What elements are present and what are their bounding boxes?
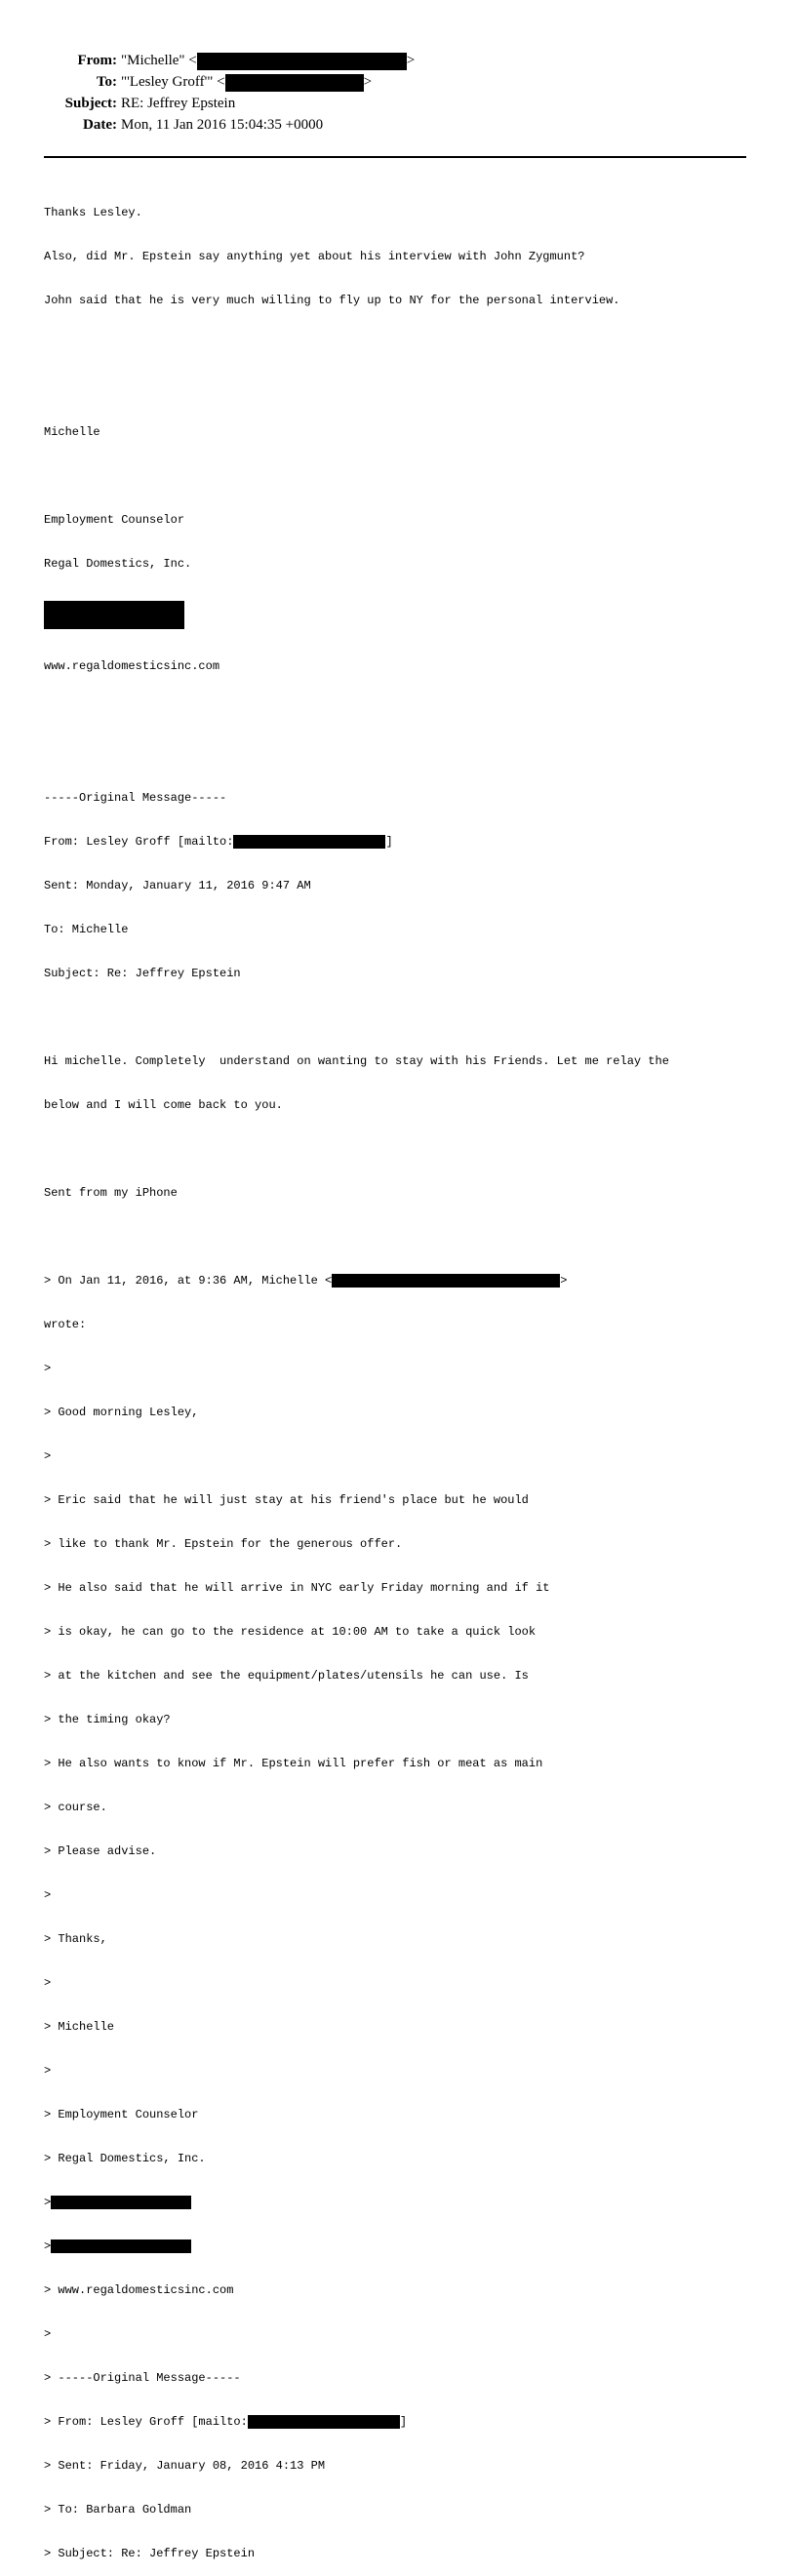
header-to: [0, 71, 796, 93]
header-subject: [0, 93, 796, 114]
blank-line: [44, 381, 756, 396]
blank-line: [44, 1011, 756, 1025]
redaction-bar: [233, 835, 385, 849]
to-close: >: [363, 74, 373, 90]
quoted-line: > -----Original Message-----: [44, 2371, 241, 2385]
redaction-bar: [225, 74, 364, 92]
quoted-line: > Regal Domestics, Inc.: [44, 2152, 206, 2165]
quoted-line: > at the kitchen and see the equipment/plates/utensils he can use. Is: [44, 1669, 529, 1683]
email-body: [44, 177, 756, 2576]
quoted-line: > course.: [44, 1801, 107, 1814]
blank-line: [44, 1142, 756, 1157]
blank-line: [44, 1230, 756, 1245]
blank-line: [44, 337, 756, 352]
sent-from-line: Sent from my iPhone: [44, 1186, 178, 1200]
quoted-line: > Subject: Re: Jeffrey Epstein: [44, 2547, 256, 2560]
quoted-line: > Employment Counselor: [44, 2108, 199, 2121]
to-value: "'Lesley Groff'" <: [121, 74, 225, 90]
redaction-bar: [197, 53, 407, 70]
subject-label: Subject:: [64, 96, 117, 111]
quoted-line: > He also wants to know if Mr. Epstein will prefer fish or meat as main: [44, 1757, 543, 1770]
blank-line: [44, 703, 756, 718]
redaction-bar: [51, 2239, 191, 2253]
signature-website: www.regaldomesticsinc.com: [44, 659, 220, 673]
original-message-marker: -----Original Message-----: [44, 791, 227, 805]
quoted-line: >: [44, 1976, 52, 1990]
to-label: To:: [96, 74, 117, 90]
quoted-line: > Please advise.: [44, 1844, 157, 1858]
quoted-from-line: From: Lesley Groff [mailto: ]: [44, 835, 393, 849]
from-label: From:: [77, 53, 117, 68]
body-line: wrote:: [44, 1318, 87, 1331]
redaction-bar: [51, 2196, 191, 2209]
blank-line: [44, 747, 756, 762]
header-date: [0, 114, 796, 136]
quoted-line: > www.regaldomesticsinc.com: [44, 2283, 234, 2297]
quoted-line: >: [44, 1888, 52, 1902]
quoted-line: >: [44, 1449, 52, 1463]
redaction-bar: [44, 601, 184, 629]
quoted-subject-line: Subject: Re: Jeffrey Epstein: [44, 967, 241, 980]
quoted-line: >: [44, 1362, 52, 1375]
quoted-to-line: To: Michelle: [44, 923, 129, 936]
quoted-line: > He also said that he will arrive in NYC early Friday morning and if it: [44, 1581, 550, 1595]
quoted-attribution: > On Jan 11, 2016, at 9:36 AM, Michelle < >: [44, 1274, 568, 1288]
signature-name: Michelle: [44, 425, 100, 439]
quoted-line: >: [44, 2064, 52, 2078]
quoted-line: > To: Barbara Goldman: [44, 2503, 192, 2517]
body-line: Thanks Lesley.: [44, 206, 142, 219]
quoted-line: > Eric said that he will just stay at his friend's place but he would: [44, 1493, 529, 1507]
quoted-line: > the timing okay?: [44, 1713, 171, 1726]
redaction-bar: [332, 1274, 560, 1288]
from-close: >: [406, 53, 416, 68]
body-line: Also, did Mr. Epstein say anything yet about his interview with John Zygmunt?: [44, 250, 585, 263]
header-from: [0, 50, 796, 71]
quoted-line: >: [44, 2327, 52, 2341]
quoted-line: > Good morning Lesley,: [44, 1406, 199, 1419]
blank-line: [44, 469, 756, 484]
redaction-bar: [248, 2415, 400, 2429]
quoted-line: > Sent: Friday, January 08, 2016 4:13 PM: [44, 2459, 326, 2473]
subject-value: RE: Jeffrey Epstein: [121, 96, 236, 111]
body-line: John said that he is very much willing to fly up to NY for the personal interview.: [44, 294, 620, 307]
body-line: Hi michelle. Completely understand on wanting to stay with his Friends. Let me relay the: [44, 1054, 669, 1068]
date-label: Date:: [83, 117, 117, 133]
quoted-line: > Michelle: [44, 2020, 115, 2034]
signature-title: Employment Counselor: [44, 513, 185, 527]
signature-company: Regal Domestics, Inc.: [44, 557, 192, 571]
quoted-line: > like to thank Mr. Epstein for the generous offer.: [44, 1537, 403, 1551]
header-divider: [44, 156, 746, 158]
date-value: Mon, 11 Jan 2016 15:04:35 +0000: [121, 117, 324, 133]
body-line: below and I will come back to you.: [44, 1098, 283, 1112]
quoted-line: > From: Lesley Groff [mailto: ]: [44, 2415, 408, 2429]
quoted-line: >: [44, 2196, 756, 2210]
quoted-sent-line: Sent: Monday, January 11, 2016 9:47 AM: [44, 879, 311, 892]
from-value: "Michelle" <: [121, 53, 197, 68]
quoted-line: > Thanks,: [44, 1932, 107, 1946]
quoted-line: > is okay, he can go to the residence at 10:00 AM to take a quick look: [44, 1625, 537, 1639]
quoted-line: >: [44, 2239, 756, 2254]
